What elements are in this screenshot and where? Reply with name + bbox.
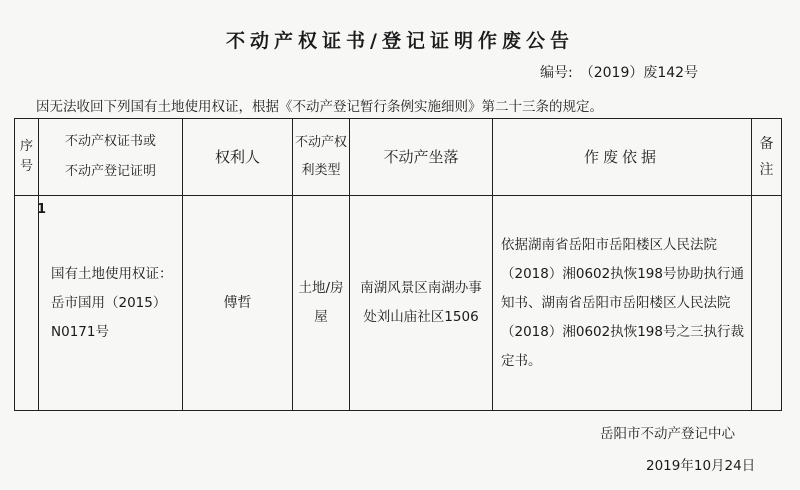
header-location: 不动产坐落 — [350, 119, 493, 196]
header-basis: 作废依据 — [493, 119, 752, 196]
issuing-organization: 岳阳市不动产登记中心 — [600, 426, 735, 442]
intro-text: 因无法收回下列国有土地使用权证，根据《不动产登记暂行条例实施细则》第二十三条的规定。 — [36, 99, 603, 115]
page-title: 不动产权证书/登记证明作废公告 — [226, 30, 574, 52]
row-remark — [752, 196, 782, 411]
void-notice-table — [14, 118, 782, 411]
header-right-type-line1: 不动产权 — [294, 135, 347, 150]
row-right-type: 土地/房屋 — [293, 196, 350, 411]
row-basis: 依据湖南省岳阳市岳阳楼区人民法院（2018）湘0602执恢198号协助执行通知书、湖南省岳阳市岳阳楼区人民法院（2018）湘0602执恢198号之三执行裁定书。 — [493, 196, 752, 411]
table-row — [15, 196, 782, 411]
header-owner: 权利人 — [183, 119, 293, 196]
header-index — [15, 119, 39, 196]
row-certificate: 国有土地使用权证：岳市国用（2015）N0171号 — [39, 196, 183, 411]
header-right-type — [293, 119, 350, 196]
table-header-row — [15, 119, 782, 196]
row-location: 南湖风景区南湖办事处刘山庙社区1506 — [350, 196, 493, 411]
issue-date: 2019年10月24日 — [646, 458, 756, 474]
header-remark — [752, 119, 782, 196]
header-index-line1: 序 — [19, 139, 33, 154]
row-owner: 傅哲 — [183, 196, 293, 411]
row-index: 1 — [15, 196, 39, 411]
header-remark-line2: 注 — [759, 162, 774, 178]
header-certificate — [39, 119, 183, 196]
header-remark-line1: 备 — [759, 136, 774, 152]
document-number: 编号: （2019）废142号 — [540, 65, 699, 81]
header-certificate-line1: 不动产权证书或 — [64, 134, 156, 149]
header-certificate-line2: 不动产登记证明 — [64, 164, 156, 179]
header-right-type-line2: 利类型 — [301, 163, 341, 178]
header-index-line2: 号 — [19, 159, 33, 174]
